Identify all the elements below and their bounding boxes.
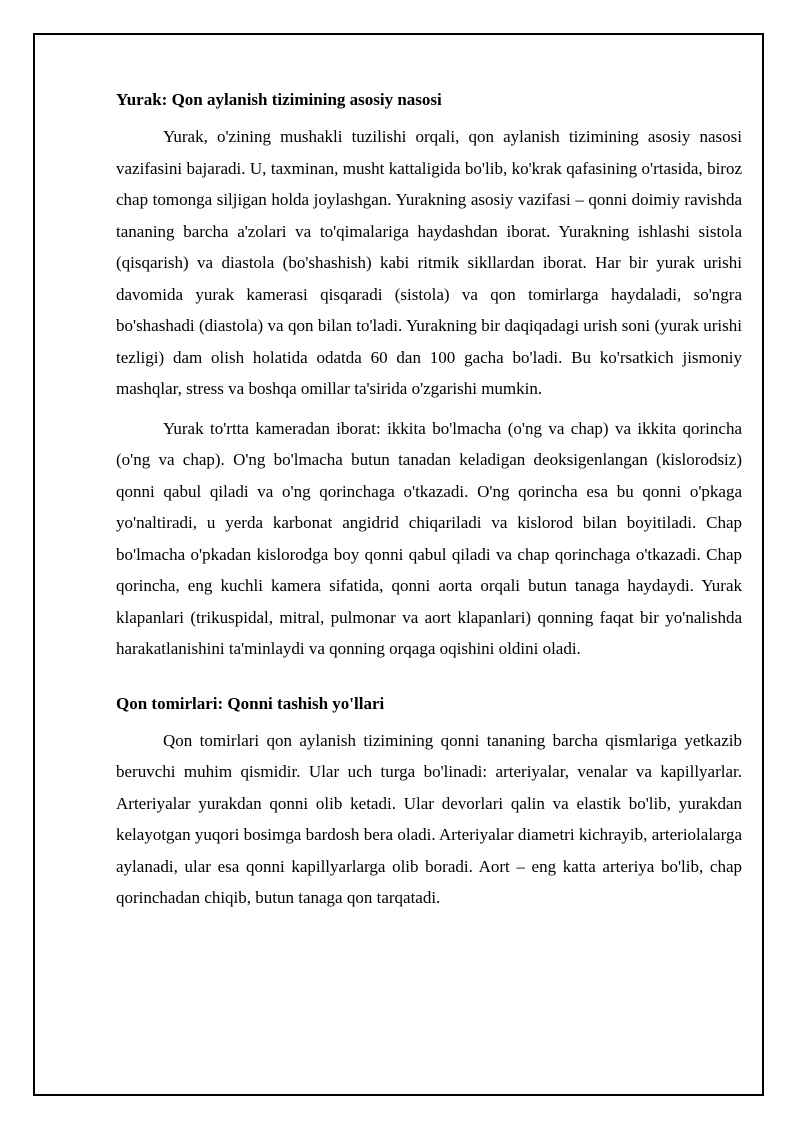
section-heading-vessels: Qon tomirlari: Qonni tashish yo'llari (116, 693, 385, 713)
paragraph-heart-function: Yurak, o'zining mushakli tuzilishi orqali, qon aylanish tizimining asosiy nasosi vazifasini bajaradi. U, taxminan, musht kattaligida bo'lib, ko'krak qafasining o'rtasida, biroz chap tomonga siljigan holda joylashgan. Yurakning asosiy vazifasi – qonni doimiy ravishda tananing barcha a'zolari va to'qimalariga haydashdan iborat. Yurakning ishlashi sistola (qisqarish) va diastola (bo'shashish) kabi ritmik sikllardan iborat. Har bir yurak urishi davomida yurak kamerasi qisqaradi (sistola) va qon tomirlarga haydaladi, so'ngra bo'shashadi (diastola) va qon bilan to'ladi. Yurakning bir daqiqadagi urish soni (yurak urishi tezligi) dam olish holatida odatda 60 dan 100 gacha bo'ladi. Bu ko'rsatkich jismoniy mashqlar, stress va boshqa omillar ta'sirida o'zgarishi mumkin. (116, 127, 742, 398)
paragraph-blood-vessels: Qon tomirlari qon aylanish tizimining qonni tananing barcha qismlariga yetkazib beruvchi muhim qismidir. Ular uch turga bo'linadi: arteriyalar, venalar va kapillyarlar. Arteriyalar yurakdan qonni olib ketadi. Ular devorlari qalin va elastik bo'lib, yurakdan kelayotgan yuqori bosimga bardosh bera oladi. Arteriyalar diametri kichrayib, arteriolalarga aylanadi, ular esa qonni kapillyarlarga olib boradi. Aort – eng katta arteriya bo'lib, chap qorinchadan chiqib, butun tanaga qon tarqatadi. (116, 730, 742, 907)
section-heading-heart: Yurak: Qon aylanish tizimining asosiy nasosi (116, 90, 442, 109)
document-body (116, 86, 742, 914)
paragraph-heart-chambers: Yurak to'rtta kameradan iborat: ikkita bo'lmacha (o'ng va chap) va ikkita qorincha (o'ng va chap). O'ng bo'lmacha butun tanadan keladigan deoksigenlangan (kislorodsiz) qonni qabul qiladi va o'ng qorinchaga o'tkazadi. O'ng qorincha esa bu qonni o'pkaga yo'naltiradi, u yerda karbonat angidrid chiqariladi va kislorod bilan boyitiladi. Chap bo'lmacha o'pkadan kislorodga boy qonni qabul qiladi va chap qorinchaga o'tkazadi. Chap qorincha, eng kuchli kamera sifatida, qonni aorta orqali butun tanaga haydaydi. Yurak klapanlari (trikuspidal, mitral, pulmonar va aort klapanlari) qonning faqat bir yo'nalishda harakatlanishini ta'minlaydi va qonning orqaga oqishini oldini oladi. (116, 418, 742, 658)
